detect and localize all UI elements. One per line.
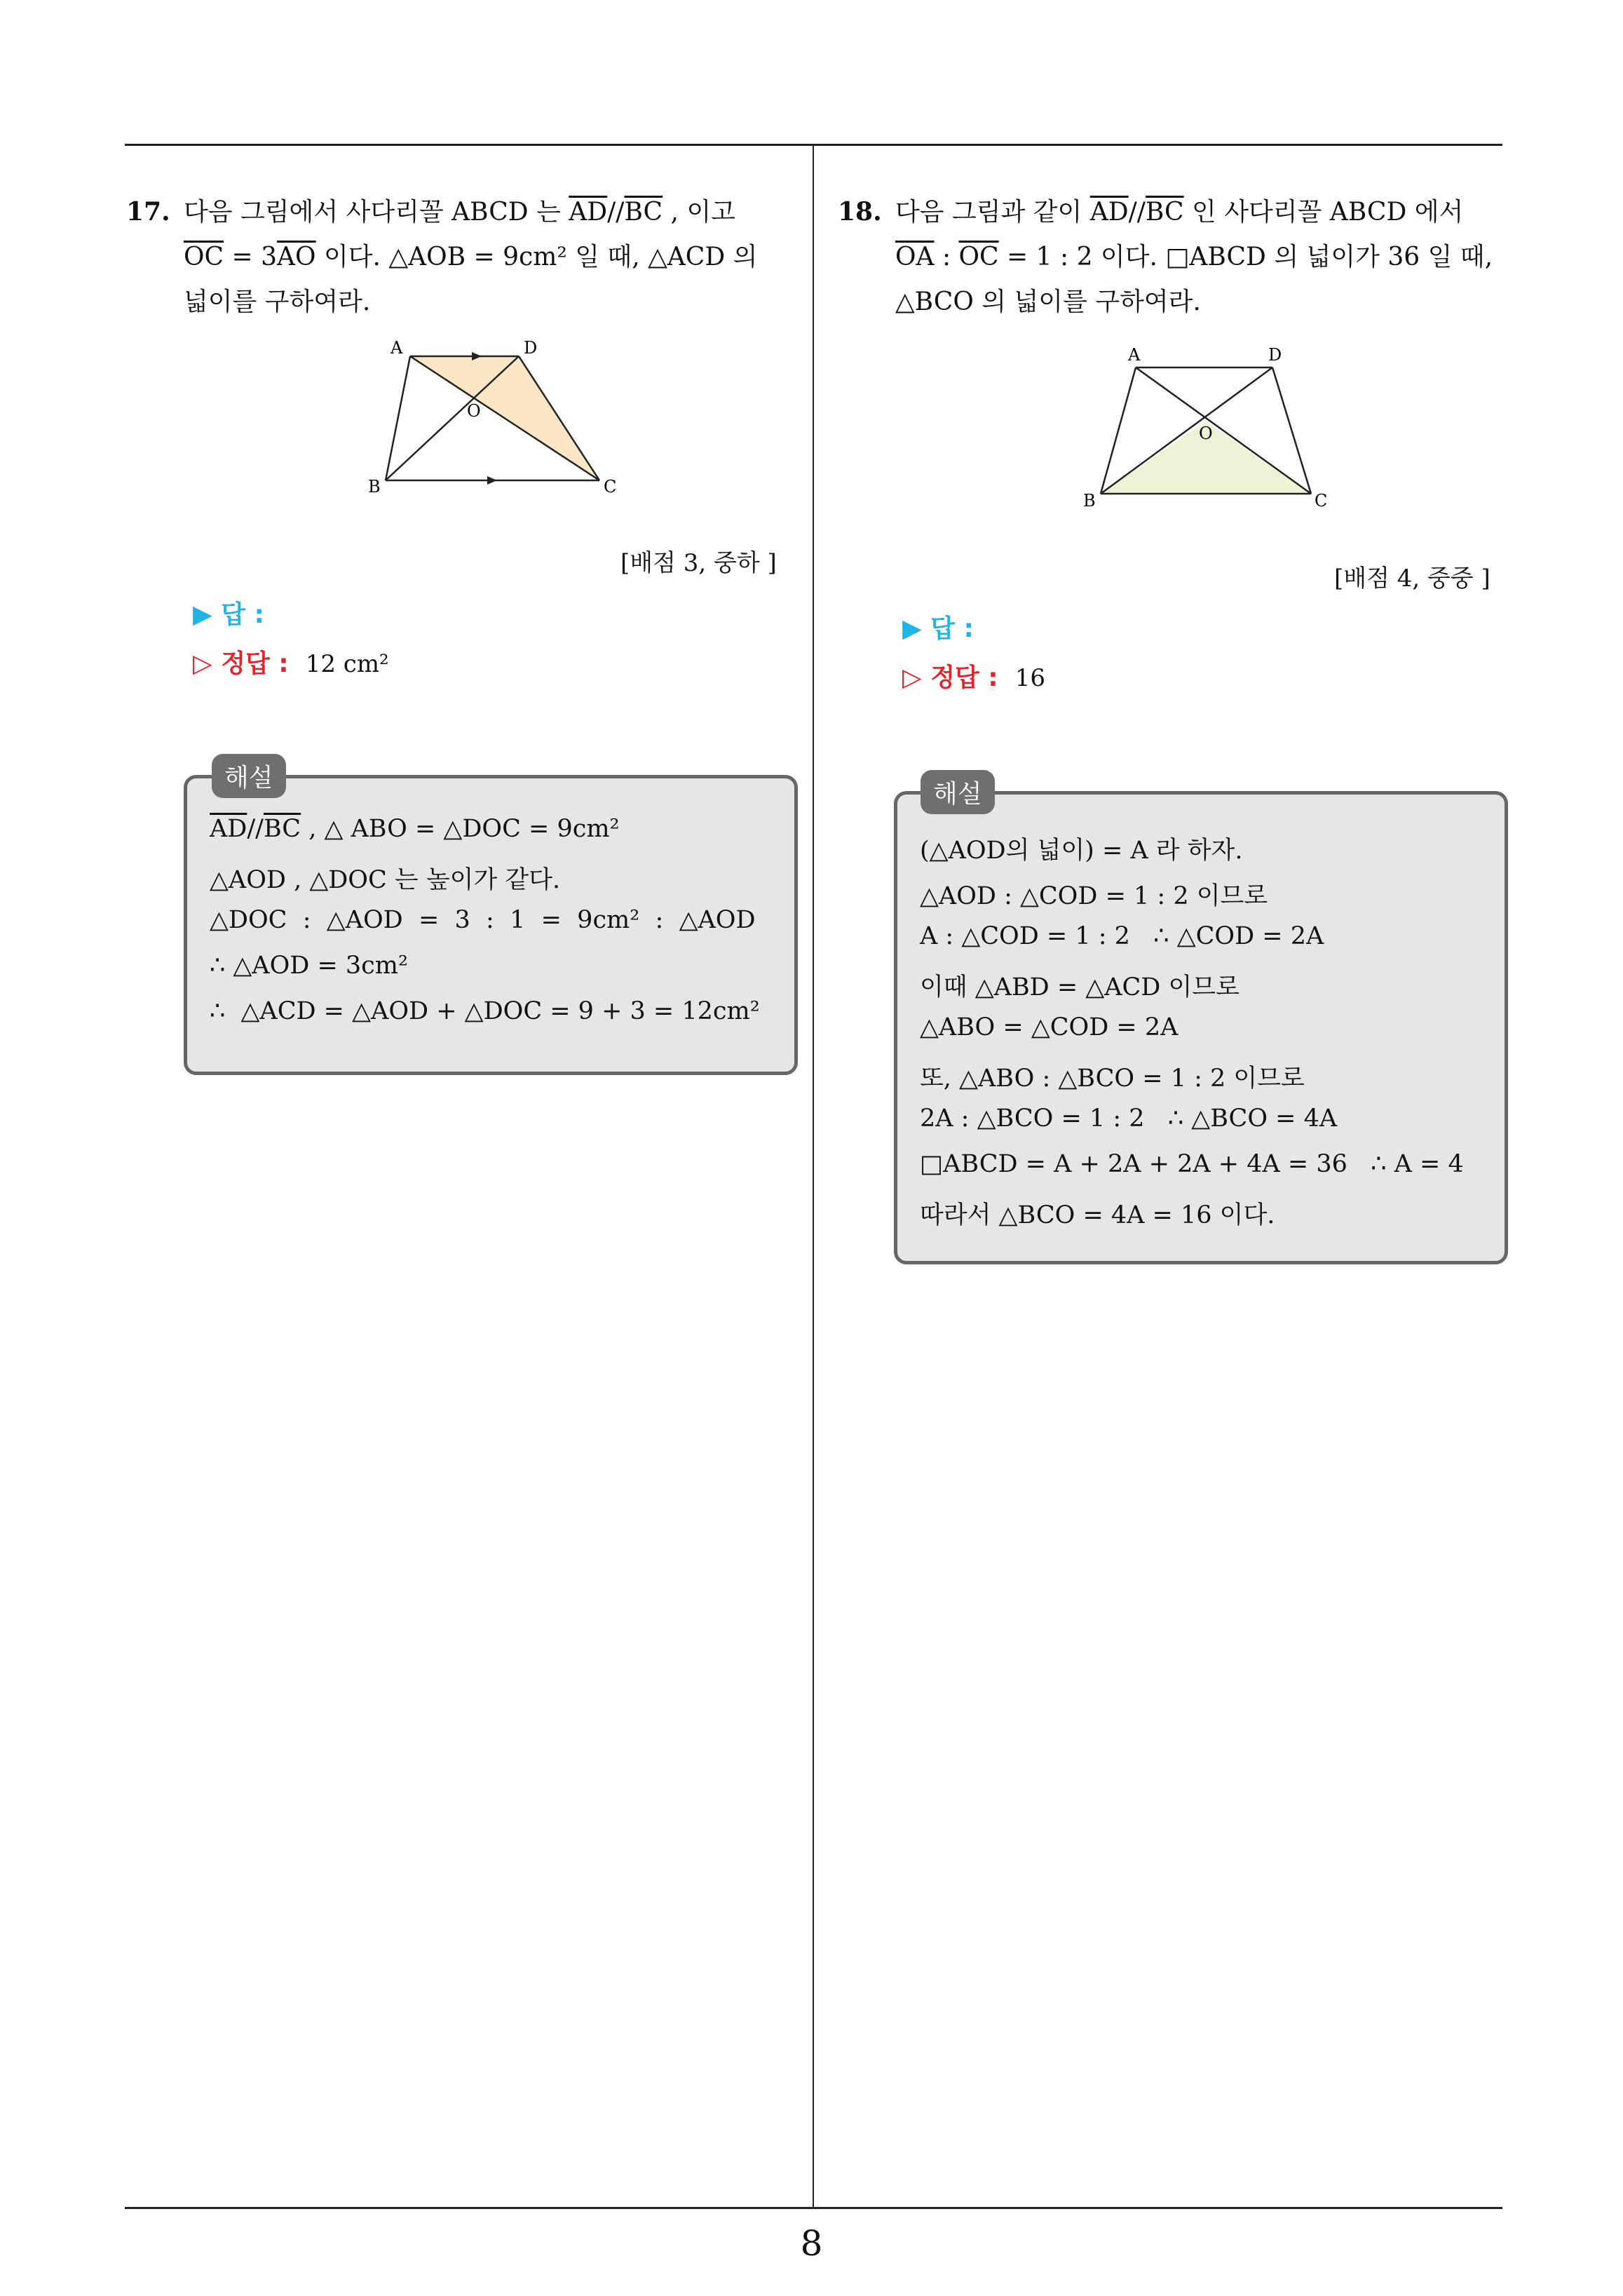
segment-bc: $\overline{BC}$ xyxy=(263,815,301,843)
q18-explain-line-4: 이때 △ABD = △ACD 이므로 xyxy=(920,973,1240,1001)
q18-text-part: 인 사다리꼴 ABCD 에서 xyxy=(1183,198,1464,227)
segment-oc: $\overline{OC}$ xyxy=(958,243,999,271)
q18-text-part: : xyxy=(934,243,959,271)
question-18-correct-label: ▷ 정답 : xyxy=(902,663,998,692)
q17-explain-line-5: ∴ △ACD = △AOD + △DOC = 9 + 3 = 12cm² xyxy=(210,997,760,1025)
q18-explain-line-3: A : △COD = 1 : 2 ∴ △COD = 2A xyxy=(920,922,1324,950)
question-18-correct-row xyxy=(902,658,1045,694)
question-17-correct-label: ▷ 정답 : xyxy=(193,649,289,678)
parallel-sign: // xyxy=(247,815,264,843)
q17-explain-line-3: △DOC : △AOD = 3 : 1 = 9cm² : △AOD xyxy=(210,906,756,934)
q18-explain-line-7: 2A : △BCO = 1 : 2 ∴ △BCO = 4A xyxy=(920,1105,1338,1133)
page-number: 8 xyxy=(800,2223,823,2264)
question-18 xyxy=(838,189,1514,325)
question-17-figure xyxy=(354,337,634,505)
question-17-correct-value: 12 cm² xyxy=(305,650,389,678)
question-18-number: 18. xyxy=(838,197,882,227)
question-18-line-1 xyxy=(838,189,1514,235)
segment-ad: $\overline{AD}$ xyxy=(1089,198,1129,227)
question-17-line-1 xyxy=(126,189,799,235)
fig18-label-c: C xyxy=(1315,491,1328,511)
q17-text-part: 이다. △AOB = 9cm² 일 때, △ACD 의 xyxy=(315,243,758,271)
question-18-score: [배점 4, 중중 ] xyxy=(1334,565,1490,593)
segment-oa: $\overline{OA}$ xyxy=(895,243,935,271)
q17-explain-line-1 xyxy=(210,815,620,843)
question-17-line-3: 넓이를 구하여라. xyxy=(184,288,371,316)
segment-bc: $\overline{BC}$ xyxy=(1145,198,1184,227)
question-17-explanation-box xyxy=(184,775,798,1075)
fig18-label-a: A xyxy=(1128,345,1141,365)
segment-oc: $\overline{OC}$ xyxy=(184,243,224,271)
question-18-correct-value: 16 xyxy=(1014,664,1045,692)
q17-explain-line-4: ∴ △AOD = 3cm² xyxy=(210,952,409,980)
question-17-correct-row xyxy=(193,644,389,680)
q18-explain-line-1: (△AOD의 넓이) = A 라 하자. xyxy=(920,837,1243,865)
question-17-answer-label: ▶ 답 : xyxy=(193,600,264,629)
question-17-line-2 xyxy=(184,235,799,280)
question-18-explanation-box xyxy=(894,791,1508,1264)
question-18-explanation-tag: 해설 xyxy=(921,770,995,814)
segment-ao: $\overline{AO}$ xyxy=(277,243,316,271)
q18-text-part: 다음 그림과 같이 xyxy=(895,198,1090,227)
question-17-score: [배점 3, 중하 ] xyxy=(620,549,777,577)
fig17-label-a: A xyxy=(391,338,403,358)
fig17-label-b: B xyxy=(368,477,381,497)
question-17-text xyxy=(126,189,799,325)
fig18-label-o: O xyxy=(1199,424,1213,443)
q17-text-part: 다음 그림에서 사다리꼴 ABCD 는 xyxy=(184,198,569,227)
question-18-line-2 xyxy=(895,235,1514,280)
q18-explain-line-5: △ABO = △COD = 2A xyxy=(920,1013,1179,1041)
question-17-answer-row xyxy=(193,595,264,630)
q17-text-part: , 이고 xyxy=(663,198,735,227)
segment-ad: $\overline{AD}$ xyxy=(569,198,608,227)
question-18-text xyxy=(838,189,1514,325)
parallel-sign: // xyxy=(607,198,625,227)
q17-explain-text: , △ ABO = △DOC = 9cm² xyxy=(301,815,620,843)
fig18-label-d: D xyxy=(1268,345,1282,365)
fig17-label-o: O xyxy=(467,401,481,421)
question-18-line-3: △BCO 의 넓이를 구하여라. xyxy=(895,288,1201,316)
fig17-label-d: D xyxy=(524,338,538,358)
q18-explain-line-2: △AOD : △COD = 1 : 2 이므로 xyxy=(920,882,1268,910)
column-divider xyxy=(813,145,814,2208)
parallel-sign: // xyxy=(1128,198,1146,227)
q18-explain-line-9: 따라서 △BCO = 4A = 16 이다. xyxy=(920,1201,1275,1229)
q18-explain-line-6: 또, △ABO : △BCO = 1 : 2 이므로 xyxy=(920,1065,1305,1093)
q18-explain-line-8: □ABCD = A + 2A + 2A + 4A = 36 ∴ A = 4 xyxy=(920,1150,1464,1178)
q17-text-part: = 3 xyxy=(224,243,278,271)
segment-ad: $\overline{AD}$ xyxy=(210,815,247,843)
q18-text-part: = 1 : 2 이다. □ABCD 의 넓이가 36 일 때, xyxy=(998,243,1493,271)
fig17-label-c: C xyxy=(604,477,617,497)
segment-bc: $\overline{BC}$ xyxy=(624,198,663,227)
fig18-label-b: B xyxy=(1083,491,1096,511)
question-18-answer-label: ▶ 답 : xyxy=(902,614,974,643)
question-18-figure xyxy=(1069,342,1336,518)
bottom-rule xyxy=(125,2207,1502,2209)
question-17-explanation-tag: 해설 xyxy=(212,754,286,798)
fig17-arrow-bc xyxy=(487,476,497,485)
q17-explain-line-2: △AOD , △DOC 는 높이가 같다. xyxy=(210,866,561,894)
question-17 xyxy=(126,189,799,325)
question-17-number: 17. xyxy=(126,197,170,227)
question-18-answer-row xyxy=(902,609,974,644)
